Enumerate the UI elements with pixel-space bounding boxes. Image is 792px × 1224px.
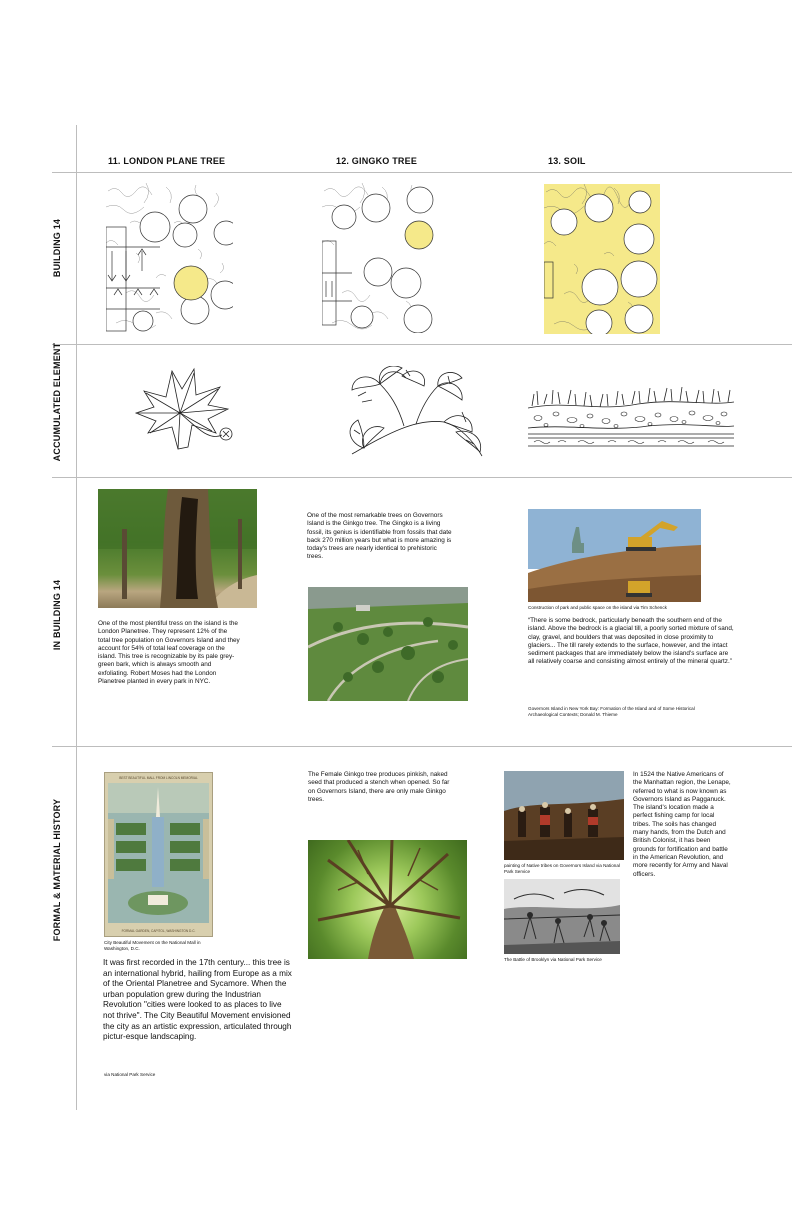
row-divider-2: [52, 344, 792, 345]
soil-layers-drawing: [528, 386, 734, 452]
plane-leaf-drawing: [132, 365, 236, 461]
native-tribes-painting: [504, 771, 624, 860]
row-divider-3: [52, 477, 792, 478]
row-divider-1: [52, 172, 792, 173]
construction-photo: [528, 509, 701, 602]
national-mall-caption: City Beautiful Movement on the National Mall in Washington, D.C.: [104, 940, 201, 951]
ginkgo-history: The Female Ginkgo tree produces pinkish, naked seed that produced a stench when opened. So far on Governors Island, there are only male Ginkgo trees.: [308, 771, 450, 803]
gingko-tree-site-plan: [322, 183, 438, 333]
soil-quote-source: Governors Island in New York Bay: Formation of the Island and of Some Historical Archaeological Contexts; Donald M. Thieme: [528, 706, 695, 717]
row-divider-4: [52, 746, 792, 747]
ginkgo-tree-description: One of the most remarkable trees on Governors Island is the Ginkgo tree. The Gingko is a living fossil, its genius is identifiable from fossils that date back 270 million years but what is more amazing is today's trees are nearly identical to prehistoric trees.: [307, 512, 452, 561]
column-header-soil: 13. SOIL: [548, 156, 586, 166]
plane-tree-site-plan: [106, 183, 233, 333]
vertical-divider: [76, 125, 77, 1110]
plane-history-source: via National Park Service: [104, 1072, 156, 1077]
postcard-heading: BEST BEAUTIFUL MALL FROM LINCOLN MEMORIAL: [119, 776, 198, 780]
construction-caption: Construction of park and public space on the island via Tim Schenck: [528, 605, 667, 610]
island-aerial-photo: [308, 587, 468, 701]
soil-quote: “There is some bedrock, particularly beneath the southern end of the island. Above the bedrock is a glacial till, a poorly sorted mixture of sand, clay, gravel, and boulders that was deposited in close proximity to glaciers... The till rarely extends to the surface, however, and the intact sediment packages that are immediately below the island's surface are all relatively coarse and consisting almost entirely of the mineral quartz.”: [528, 617, 734, 666]
native-tribes-caption: painting of Native tribes on Governors Island via National Park Service: [504, 863, 620, 874]
column-header-gingko: 12. GINGKO TREE: [336, 156, 418, 166]
postcard-footer: FORMAL GARDEN, CAPITOL, WASHINGTON D.C.: [121, 929, 196, 933]
soil-site-plan-highlight: [544, 184, 660, 334]
battle-of-brooklyn-engraving: [504, 879, 620, 954]
column-header-london-plane: 11. LONDON PLANE TREE: [108, 156, 226, 166]
soil-history: In 1524 the Native Americans of the Manhattan region, the Lenape, referred to what is now known as Governors Island as Pagganuck. The island's location made a perfect fishing camp for local tribes. The soils has changed many hands, from the Dutch and British Colonist, it has been grounds for fortification and battle in the American Revolution, and more recently for Army and Naval officers.: [633, 771, 731, 878]
national-mall-postcard: [104, 772, 213, 937]
ginkgo-branch-drawing: [344, 366, 490, 461]
ginkgo-canopy-photo: [308, 840, 467, 959]
plane-tree-photo: [98, 489, 257, 608]
plane-tree-description: One of the most plentiful tress on the island is the London Planetree. They represent 12% of the total tree population on Governors Island and they account for 54% of total leaf coverage on the island. This tree is recognizable by its pale grey-green bark, which is always smooth and exfoliating. Robert Moses had the London Planetree planted in every park in NYC.: [98, 620, 240, 686]
plane-tree-history: It was first recorded in the 17th century... this tree is an international hybrid, hailing from Europe as a mix of the Oriental Planetree and Sycamore. When the urban population grew during the Industrian Revolution "cities were looked to as places to live not thrive". The City Beautiful Movement envisioned the city as an artistic expression, articulated through pictur-esque landscaping.: [103, 958, 292, 1042]
battle-caption: The Battle of Brooklyn via National Park Service: [504, 957, 602, 962]
